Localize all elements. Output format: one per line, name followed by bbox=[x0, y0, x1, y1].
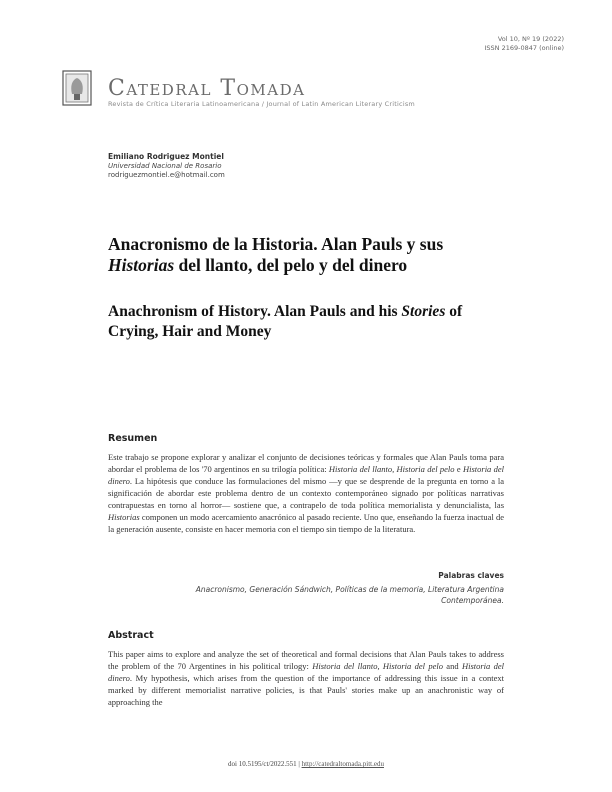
abstract-t2: and bbox=[442, 661, 462, 671]
title-en-part1: Anachronism of History. Alan Pauls and his bbox=[108, 303, 402, 320]
title-es-part2: del llanto, del pelo y del dinero bbox=[174, 255, 408, 275]
title-es-italic: Historias bbox=[108, 255, 175, 275]
title-spanish bbox=[108, 234, 508, 276]
abstract-t1: This paper aims to explore and analyze the set of theoretical and formal decisions that Alan Pauls takes to address the problem of the 70 Argentines in his political trilogy: bbox=[108, 649, 504, 671]
author-name: Emiliano Rodriguez Montiel bbox=[108, 152, 224, 161]
resumen-t2: e bbox=[454, 464, 463, 474]
resumen-t3: . La hipótesis que conduce las formulaciones del mismo —y que se desprende de la pregunta en torno a la significación de abordar este problema dentro de un contexto contemporáneo signado por políticas narrativas contrapuestas en torno al horror— sostiene que, a contrapelo de toda política memorialista y denuncialista, las bbox=[108, 476, 504, 510]
journal-title: Catedral Tomada bbox=[108, 76, 306, 101]
volume-number: Vol 10, Nº 19 (2022) bbox=[497, 35, 564, 43]
abstract-i1: Historia del llanto, Historia del pelo bbox=[312, 661, 443, 671]
resumen-t1: Este trabajo se propone explorar y analizar el conjunto de decisiones teóricas y formales que Alan Pauls toma para abordar el problema de los '70 argentinos en su trilogía política: bbox=[108, 452, 504, 474]
doi: doi 10.5195/ct/2022.551 bbox=[228, 760, 297, 768]
resumen-i2: Historia del dinero bbox=[108, 464, 505, 486]
resumen-t4: componen un modo acercamiento anacrónico al pasado reciente. Uno que, enseñando la fuerza inactual de la generación ausente, consiste en hacer memoria con el tiempo sin tiempo de la literatura. bbox=[108, 512, 504, 534]
author-email[interactable]: rodriguezmontiel.e@hotmail.com bbox=[108, 171, 225, 179]
resumen-text bbox=[108, 451, 504, 535]
keywords-heading: Palabras claves bbox=[438, 571, 504, 580]
resumen-heading: Resumen bbox=[108, 433, 158, 444]
abstract-i2: Historia del dinero bbox=[108, 661, 505, 683]
journal-url-link[interactable]: http://catedraltomada.pitt.edu bbox=[301, 760, 384, 768]
title-english bbox=[108, 302, 508, 342]
volume-info bbox=[485, 35, 565, 53]
journal-logo-icon bbox=[62, 70, 92, 106]
issn: ISSN 2169-0847 (online) bbox=[484, 44, 564, 52]
resumen-i3: Historias bbox=[108, 512, 140, 522]
title-es-part1: Anacronismo de la Historia. Alan Pauls y sus bbox=[108, 234, 444, 254]
title-en-italic: Stories bbox=[401, 303, 446, 320]
abstract-t3: . My hypothesis, which arises from the question of the importance of addressing this issue in a context marked by different memorialist narrative policies, is that Pauls' stories make up an anachronistic way of approaching the bbox=[108, 673, 504, 707]
journal-subtitle: Revista de Crítica Literaria Latinoamericana / Journal of Latin American Literary Criticism bbox=[108, 100, 415, 108]
author-affiliation: Universidad Nacional de Rosario bbox=[108, 162, 222, 170]
abstract-text bbox=[108, 648, 504, 708]
keywords-text: Anacronismo, Generación Sándwich, Políticas de la memoria, Literatura Argentina Contemporánea. bbox=[195, 585, 504, 605]
abstract-heading: Abstract bbox=[108, 630, 154, 641]
title-en-part2: of Crying, Hair and Money bbox=[108, 303, 463, 340]
page-footer bbox=[0, 760, 612, 768]
resumen-i1: Historia del llanto, Historia del pelo bbox=[328, 464, 455, 474]
footer-separator: | bbox=[296, 760, 302, 768]
